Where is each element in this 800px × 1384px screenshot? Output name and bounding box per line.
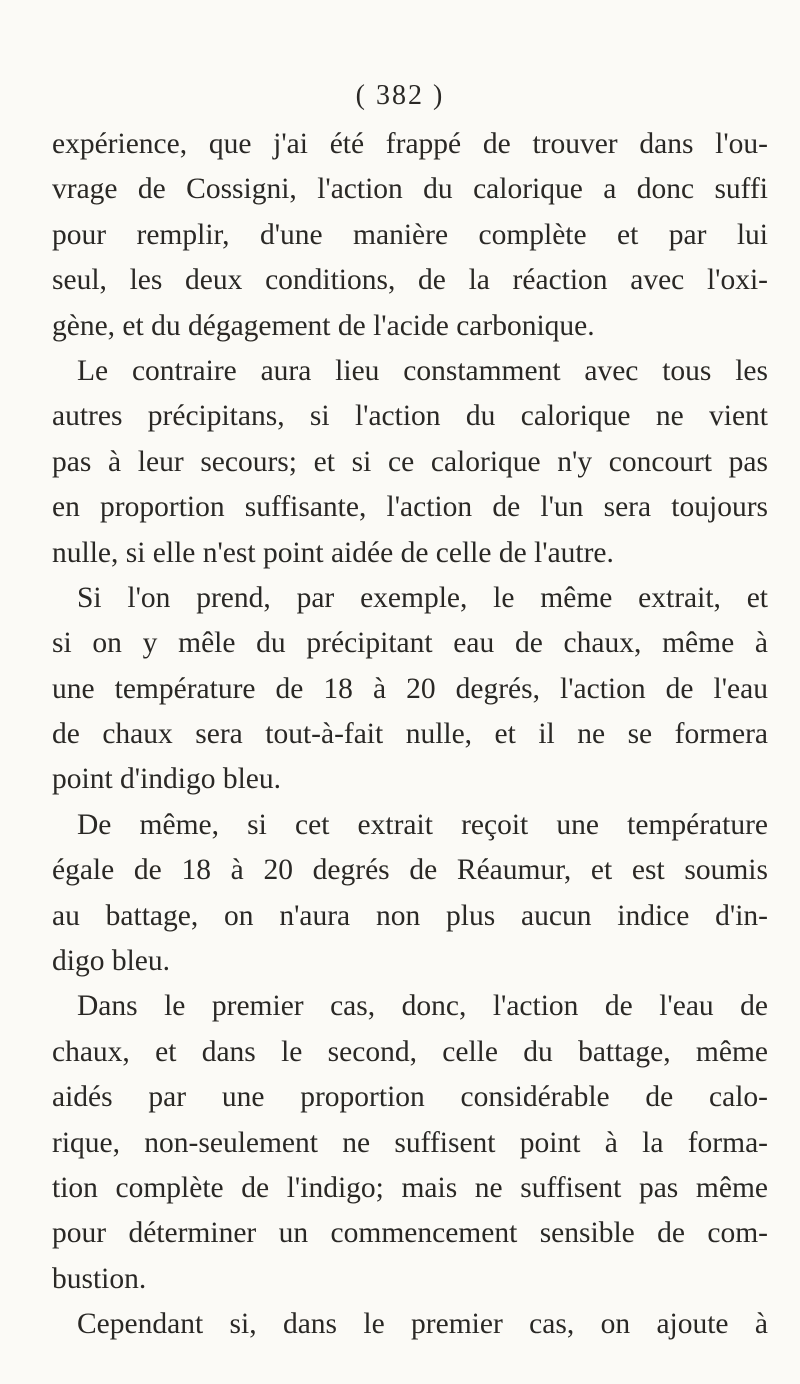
text-line: aidés par une proportion considérable de calo- xyxy=(52,1081,768,1114)
text-line: pour remplir, d'une manière complète et par lui xyxy=(52,218,768,251)
text-line: nulle, si elle n'est point aidée de celle de l'autre. xyxy=(52,536,614,569)
text-line: De même, si cet extrait reçoit une température xyxy=(77,808,768,841)
text-line: au battage, on n'aura non plus aucun indice d'in- xyxy=(52,899,768,932)
text-line: rique, non-seulement ne suffisent point à la forma- xyxy=(52,1126,768,1159)
text-line: Cependant si, dans le premier cas, on ajoute à xyxy=(77,1308,768,1341)
text-line: Le contraire aura lieu constamment avec tous les xyxy=(77,354,768,387)
text-line: si on y mêle du précipitant eau de chaux, même à xyxy=(52,627,768,660)
text-line: pour déterminer un commencement sensible de com- xyxy=(52,1217,768,1250)
text-line: vrage de Cossigni, l'action du calorique a donc suffi xyxy=(52,173,768,206)
text-line: tion complète de l'indigo; mais ne suffisent pas même xyxy=(52,1171,768,1204)
page-number: ( 382 ) xyxy=(355,80,445,111)
text-line: autres précipitans, si l'action du calorique ne vient xyxy=(52,400,768,433)
text-line: digo bleu. xyxy=(52,945,170,978)
text-line: expérience, que j'ai été frappé de trouver dans l'ou- xyxy=(52,128,768,160)
text-line: chaux, et dans le second, celle du battage, même xyxy=(52,1035,768,1068)
text-line: pas à leur secours; et si ce calorique n'y concourt pas xyxy=(52,445,768,478)
body-text xyxy=(52,122,768,1348)
text-line: seul, les deux conditions, de la réaction avec l'oxi- xyxy=(52,264,768,297)
text-line: bustion. xyxy=(52,1262,147,1295)
text-line: égale de 18 à 20 degrés de Réaumur, et est soumis xyxy=(52,854,768,887)
text-line: point d'indigo bleu. xyxy=(52,763,282,796)
text-line: Dans le premier cas, donc, l'action de l'eau de xyxy=(77,990,768,1023)
text-line: en proportion suffisante, l'action de l'un sera toujours xyxy=(52,491,768,524)
text-line: gène, et du dégagement de l'acide carbonique. xyxy=(52,309,595,342)
text-line: de chaux sera tout-à-fait nulle, et il ne se formera xyxy=(52,718,768,751)
text-line: Si l'on prend, par exemple, le même extrait, et xyxy=(77,581,768,614)
text-line: une température de 18 à 20 degrés, l'action de l'eau xyxy=(52,672,768,705)
